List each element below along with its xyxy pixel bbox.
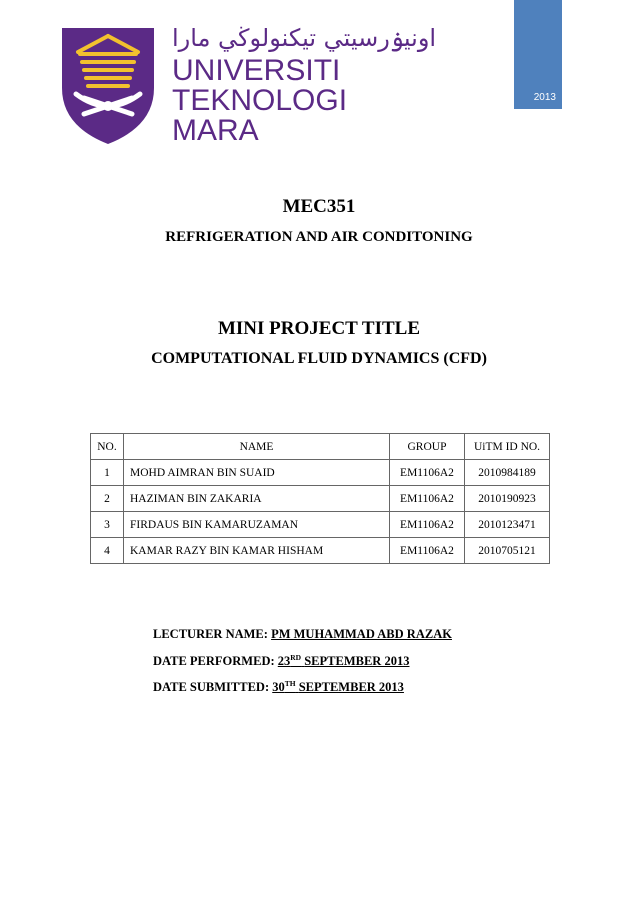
date-performed-month-year: SEPTEMBER 2013 <box>304 654 410 669</box>
year-label: 2013 <box>533 92 556 103</box>
date-submitted-label: DATE SUBMITTED: <box>153 680 270 695</box>
cell-no: 4 <box>91 538 124 564</box>
cell-id: 2010984189 <box>465 460 550 486</box>
cell-name: FIRDAUS BIN KAMARUZAMAN <box>124 512 390 538</box>
date-submitted-value <box>272 680 404 694</box>
cell-id: 2010123471 <box>465 512 550 538</box>
date-performed-line <box>153 653 409 669</box>
date-performed-suffix: RD <box>290 653 302 662</box>
table-row <box>91 460 550 486</box>
col-header-group: GROUP <box>390 434 465 460</box>
col-header-no: NO. <box>91 434 124 460</box>
table-row <box>91 512 550 538</box>
date-submitted-month-year: SEPTEMBER 2013 <box>298 680 404 695</box>
lecturer-line <box>153 627 452 642</box>
cell-no: 1 <box>91 460 124 486</box>
course-name: REFRIGERATION AND AIR CONDITONING <box>165 229 473 245</box>
lecturer-label: LECTURER NAME: <box>153 627 268 641</box>
cell-group: EM1106A2 <box>390 486 465 512</box>
project-title: COMPUTATIONAL FLUID DYNAMICS (CFD) <box>151 350 487 367</box>
lecturer-name: PM MUHAMMAD ABD RAZAK <box>271 627 452 641</box>
uitm-logo <box>54 18 437 148</box>
cell-id: 2010705121 <box>465 538 550 564</box>
university-crest-icon <box>54 18 437 148</box>
cell-group: EM1106A2 <box>390 460 465 486</box>
svg-text:اونيۏرسيتي تيكنولوڬي مارا: اونيۏرسيتي تيكنولوڬي مارا <box>172 24 437 52</box>
date-performed-label: DATE PERFORMED: <box>153 654 275 669</box>
date-performed-value <box>278 654 410 668</box>
svg-text:UNIVERSITI: UNIVERSITI <box>172 54 341 87</box>
svg-text:MARA: MARA <box>172 114 259 147</box>
course-code: MEC351 <box>282 196 356 217</box>
col-header-name: NAME <box>124 434 390 460</box>
table-row <box>91 486 550 512</box>
date-submitted-suffix: TH <box>284 679 296 688</box>
cell-group: EM1106A2 <box>390 538 465 564</box>
cell-name: KAMAR RAZY BIN KAMAR HISHAM <box>124 538 390 564</box>
date-performed-day: 23 <box>277 654 291 669</box>
cell-name: HAZIMAN BIN ZAKARIA <box>124 486 390 512</box>
cell-no: 3 <box>91 512 124 538</box>
cell-id: 2010190923 <box>465 486 550 512</box>
cell-group: EM1106A2 <box>390 512 465 538</box>
cell-no: 2 <box>91 486 124 512</box>
members-table <box>90 433 550 564</box>
svg-text:TEKNOLOGI: TEKNOLOGI <box>172 84 348 117</box>
cell-name: MOHD AIMRAN BIN SUAID <box>124 460 390 486</box>
date-submitted-day: 30 <box>272 680 285 695</box>
col-header-id: UiTM ID NO. <box>465 434 550 460</box>
project-title-heading: MINI PROJECT TITLE <box>217 318 420 339</box>
year-band <box>514 0 562 109</box>
table-row <box>91 538 550 564</box>
table-header-row <box>91 434 550 460</box>
date-submitted-line <box>153 679 404 695</box>
